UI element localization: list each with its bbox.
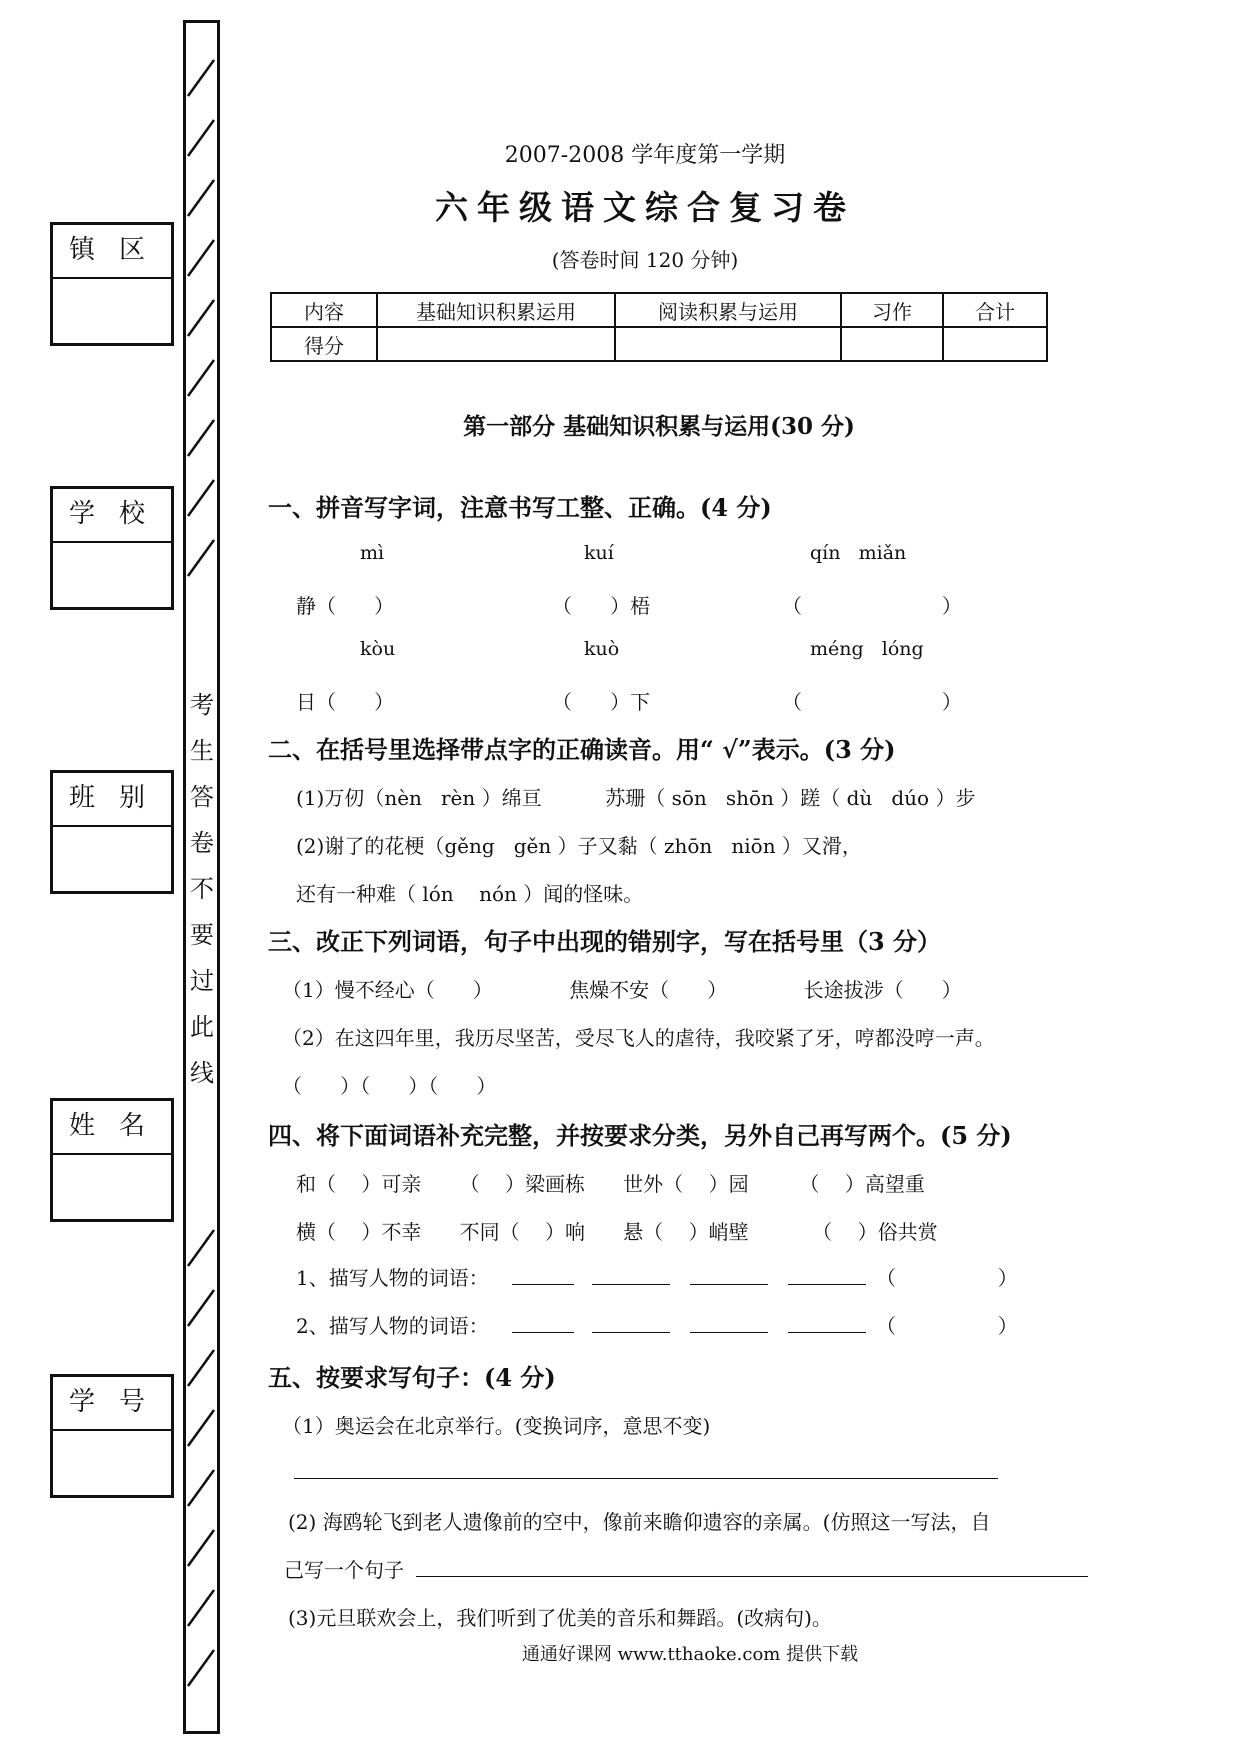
score-cell: 阅读积累与运用: [615, 293, 841, 327]
q5-item: (3)元旦联欢会上，我们听到了优美的音乐和舞蹈。(改病句)。: [288, 1606, 832, 1630]
pinyin: kuí: [584, 542, 614, 564]
class-label: 班别: [53, 773, 171, 827]
answer-blank[interactable]: （ ）: [782, 690, 962, 714]
q3-line: （1）慢不经心（ ） 焦燥不安（ ） 长途拔涉（ ）: [282, 978, 962, 1002]
pinyin: kuò: [584, 638, 620, 660]
exam-title: 六年级语文综合复习卷: [435, 188, 855, 227]
q2-heading: 二、在括号里选择带点字的正确读音。用“ √”表示。(3 分): [268, 735, 896, 764]
score-cell: 习作: [841, 293, 943, 327]
student-id-label: 学号: [53, 1377, 171, 1431]
score-cell: 内容: [271, 293, 377, 327]
name-box: [50, 1098, 174, 1222]
score-cell: 合计: [943, 293, 1047, 327]
school-label: 学校: [53, 489, 171, 543]
q2-line: (2)谢了的花梗（gěng gěn ）子又黏（ zhōn niōn ）又滑，: [296, 834, 862, 858]
score-table-score-row: [271, 327, 1047, 361]
time-note: (答卷时间 120 分钟): [551, 248, 739, 272]
q4-category-label: 2、描写人物的词语：: [296, 1314, 489, 1338]
q4-answer-line[interactable]: [592, 1332, 670, 1333]
q2-line: (1)万仞（nèn rèn ）绵亘 苏珊（ sōn shōn ）蹉（ dù dúo ）步: [296, 786, 976, 810]
q5-heading: 五、按要求写句子：(4 分): [268, 1363, 556, 1392]
q5-item: (2) 海鸥轮飞到老人遗像前的空中，像前来瞻仰遗容的亲属。(仿照这一写法，自: [288, 1510, 991, 1534]
q4-answer-line[interactable]: [788, 1284, 866, 1285]
footer-credit: 通通好课网 www.tthaoke.com 提供下载: [521, 1644, 859, 1665]
score-cell: 基础知识积累运用: [377, 293, 615, 327]
q2-line: 还有一种难（ lón nón ）闻的怪味。: [296, 882, 644, 906]
q3-answer-blanks[interactable]: （ ）（ ）（ ）: [282, 1074, 497, 1098]
pinyin: méng lóng: [810, 638, 924, 660]
score-blank-cell[interactable]: [943, 327, 1047, 361]
q4-paren[interactable]: （ ）: [876, 1314, 1018, 1338]
score-blank-cell[interactable]: [377, 327, 615, 361]
part1-title: 第一部分 基础知识积累与运用(30 分): [463, 413, 855, 440]
q4-answer-line[interactable]: [512, 1284, 574, 1285]
do-not-cross-notice: 考 生 答 卷 不 要 过 此 线: [190, 691, 214, 1087]
student-id-box: [50, 1374, 174, 1498]
q1-heading: 一、拼音写字词，注意书写工整、正确。(4 分): [268, 493, 772, 522]
pinyin: qín miǎn: [810, 542, 907, 564]
answer-blank[interactable]: （ ）下: [552, 690, 651, 714]
term-label: 2007-2008 学年度第一学期: [504, 143, 786, 168]
q4-answer-line[interactable]: [592, 1284, 670, 1285]
q4-paren[interactable]: （ ）: [876, 1266, 1018, 1290]
score-blank-cell[interactable]: [841, 327, 943, 361]
q3-line: （2）在这四年里，我历尽坚苦，受尽飞人的虐待，我咬紧了牙，哼都没哼一声。: [282, 1026, 995, 1050]
pinyin: mì: [360, 542, 385, 564]
class-box: [50, 770, 174, 894]
name-label: 姓名: [53, 1101, 171, 1155]
answer-blank[interactable]: 日（ ）: [296, 690, 395, 714]
q4-answer-line[interactable]: [690, 1284, 768, 1285]
q3-heading: 三、改正下列词语，句子中出现的错别字，写在括号里（3 分）: [268, 927, 942, 956]
score-row-label: 得分: [271, 327, 377, 361]
score-blank-cell[interactable]: [615, 327, 841, 361]
score-table: [270, 292, 1048, 362]
town-label: 镇区: [53, 225, 171, 279]
answer-blank[interactable]: 静（ ）: [296, 594, 395, 618]
answer-blank[interactable]: （ ）: [782, 594, 962, 618]
q4-category-label: 1、描写人物的词语：: [296, 1266, 489, 1290]
town-box: [50, 222, 174, 346]
answer-blank[interactable]: （ ）梧: [552, 594, 651, 618]
q4-answer-line[interactable]: [512, 1332, 574, 1333]
score-table-header-row: [271, 293, 1047, 327]
q5-answer-line[interactable]: [294, 1478, 998, 1479]
q4-line: 横（ ）不幸 不同（ ）响 悬（ ）峭壁 （ ）俗共赏: [296, 1220, 938, 1244]
q4-heading: 四、将下面词语补充完整，并按要求分类，另外自己再写两个。(5 分): [268, 1121, 1012, 1150]
q4-answer-line[interactable]: [690, 1332, 768, 1333]
q4-answer-line[interactable]: [788, 1332, 866, 1333]
q4-line: 和（ ）可亲 （ ）梁画栋 世外（ ）园 （ ）高望重: [296, 1172, 925, 1196]
q5-item: 己写一个句子: [284, 1558, 404, 1582]
q5-answer-line[interactable]: [416, 1576, 1088, 1577]
school-box: [50, 486, 174, 610]
pinyin: kòu: [360, 638, 396, 660]
q5-item: （1）奥运会在北京举行。(变换词序，意思不变): [282, 1414, 711, 1438]
